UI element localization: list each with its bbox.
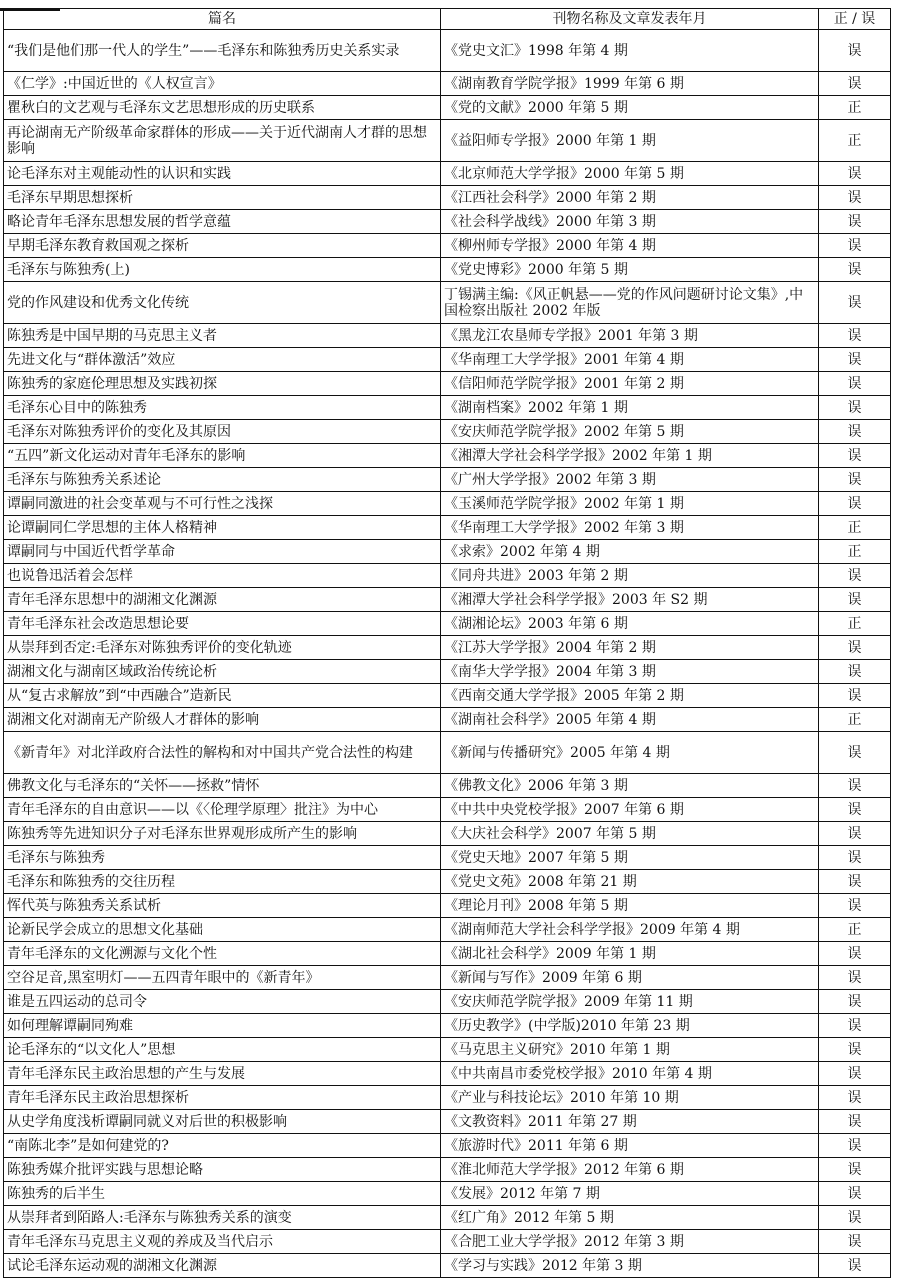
table-row bbox=[4, 708, 891, 732]
cell-title: 青年毛泽东马克思主义观的养成及当代启示 bbox=[4, 1230, 441, 1254]
cell-title: 毛泽东与陈独秀关系述论 bbox=[4, 468, 441, 492]
cell-title: 如何理解谭嗣同殉难 bbox=[4, 1014, 441, 1038]
cell-title: 青年毛泽东民主政治思想的产生与发展 bbox=[4, 1062, 441, 1086]
cell-source: 《党史文汇》1998 年第 4 期 bbox=[441, 30, 819, 72]
table-row bbox=[4, 894, 891, 918]
cell-verdict: 误 bbox=[819, 564, 891, 588]
cell-verdict: 误 bbox=[819, 1062, 891, 1086]
table-row bbox=[4, 684, 891, 708]
table-row bbox=[4, 492, 891, 516]
cell-verdict: 误 bbox=[819, 1134, 891, 1158]
table-row bbox=[4, 1062, 891, 1086]
cell-title: 党的作风建设和优秀文化传统 bbox=[4, 282, 441, 324]
cell-verdict: 误 bbox=[819, 210, 891, 234]
cell-verdict: 误 bbox=[819, 420, 891, 444]
cell-source: 《广州大学学报》2002 年第 3 期 bbox=[441, 468, 819, 492]
cell-source: 《红广角》2012 年第 5 期 bbox=[441, 1206, 819, 1230]
table-row bbox=[4, 918, 891, 942]
table-row bbox=[4, 234, 891, 258]
cell-title: “南陈北李”是如何建党的? bbox=[4, 1134, 441, 1158]
cell-title: 青年毛泽东社会改造思想论要 bbox=[4, 612, 441, 636]
cell-source: 《江苏大学学报》2004 年第 2 期 bbox=[441, 636, 819, 660]
table-row bbox=[4, 30, 891, 72]
table-body bbox=[4, 30, 891, 1278]
cell-title: 毛泽东心目中的陈独秀 bbox=[4, 396, 441, 420]
cell-title: 毛泽东与陈独秀(上) bbox=[4, 258, 441, 282]
cell-source: 《安庆师范学院学报》2009 年第 11 期 bbox=[441, 990, 819, 1014]
cell-title: 恽代英与陈独秀关系试析 bbox=[4, 894, 441, 918]
cell-source: 《党史博彩》2000 年第 5 期 bbox=[441, 258, 819, 282]
cell-verdict: 误 bbox=[819, 162, 891, 186]
cell-verdict: 正 bbox=[819, 540, 891, 564]
cell-title: 谁是五四运动的总司令 bbox=[4, 990, 441, 1014]
table-row bbox=[4, 1038, 891, 1062]
cell-source: 《华南理工大学学报》2002 年第 3 期 bbox=[441, 516, 819, 540]
cell-source: 《北京师范大学学报》2000 年第 5 期 bbox=[441, 162, 819, 186]
cell-verdict: 正 bbox=[819, 516, 891, 540]
article-table bbox=[3, 8, 891, 1278]
table-row bbox=[4, 612, 891, 636]
table-row bbox=[4, 396, 891, 420]
cell-title: 先进文化与“群体激活”效应 bbox=[4, 348, 441, 372]
table-row bbox=[4, 210, 891, 234]
cell-source: 《产业与科技论坛》2010 年第 10 期 bbox=[441, 1086, 819, 1110]
cell-source: 《湖南社会科学》2005 年第 4 期 bbox=[441, 708, 819, 732]
cell-verdict: 误 bbox=[819, 1014, 891, 1038]
table-row bbox=[4, 1254, 891, 1278]
cell-source: 《同舟共进》2003 年第 2 期 bbox=[441, 564, 819, 588]
table-row bbox=[4, 540, 891, 564]
table-row bbox=[4, 1110, 891, 1134]
cell-title: 略论青年毛泽东思想发展的哲学意蕴 bbox=[4, 210, 441, 234]
cell-source: 《湖北社会科学》2009 年第 1 期 bbox=[441, 942, 819, 966]
cell-source: 《柳州师专学报》2000 年第 4 期 bbox=[441, 234, 819, 258]
table-row bbox=[4, 588, 891, 612]
cell-source: 《理论月刊》2008 年第 5 期 bbox=[441, 894, 819, 918]
cell-verdict: 误 bbox=[819, 966, 891, 990]
table-row bbox=[4, 96, 891, 120]
cell-title: 青年毛泽东民主政治思想探析 bbox=[4, 1086, 441, 1110]
table-row bbox=[4, 162, 891, 186]
table-row bbox=[4, 1014, 891, 1038]
cell-source: 《湖南教育学院学报》1999 年第 6 期 bbox=[441, 72, 819, 96]
header-title: 篇名 bbox=[4, 9, 441, 30]
cell-source: 《求索》2002 年第 4 期 bbox=[441, 540, 819, 564]
cell-verdict: 误 bbox=[819, 942, 891, 966]
cell-verdict: 误 bbox=[819, 468, 891, 492]
cell-title: 陈独秀等先进知识分子对毛泽东世界观形成所产生的影响 bbox=[4, 822, 441, 846]
cell-source: 《南华大学学报》2004 年第 3 期 bbox=[441, 660, 819, 684]
cell-source: 《党史文苑》2008 年第 21 期 bbox=[441, 870, 819, 894]
cell-verdict: 误 bbox=[819, 822, 891, 846]
cell-verdict: 误 bbox=[819, 846, 891, 870]
cell-source: 《历史教学》(中学版)2010 年第 23 期 bbox=[441, 1014, 819, 1038]
table-row bbox=[4, 1230, 891, 1254]
cell-source: 《党史天地》2007 年第 5 期 bbox=[441, 846, 819, 870]
cell-source: 《信阳师范学院学报》2001 年第 2 期 bbox=[441, 372, 819, 396]
cell-verdict: 误 bbox=[819, 1182, 891, 1206]
table-row bbox=[4, 822, 891, 846]
cell-source: 《佛教文化》2006 年第 3 期 bbox=[441, 774, 819, 798]
cell-title: 谭嗣同与中国近代哲学革命 bbox=[4, 540, 441, 564]
cell-source: 《中共中央党校学报》2007 年第 6 期 bbox=[441, 798, 819, 822]
cell-source: 《安庆师范学院学报》2002 年第 5 期 bbox=[441, 420, 819, 444]
cell-source: 《湖湘论坛》2003 年第 6 期 bbox=[441, 612, 819, 636]
cell-source: 《江西社会科学》2000 年第 2 期 bbox=[441, 186, 819, 210]
cell-title: 毛泽东和陈独秀的交往历程 bbox=[4, 870, 441, 894]
cell-verdict: 误 bbox=[819, 372, 891, 396]
cell-title: 《仁学》:中国近世的《人权宣言》 bbox=[4, 72, 441, 96]
cell-verdict: 正 bbox=[819, 120, 891, 162]
cell-source: 《旅游时代》2011 年第 6 期 bbox=[441, 1134, 819, 1158]
cell-source: 《益阳师专学报》2000 年第 1 期 bbox=[441, 120, 819, 162]
cell-verdict: 误 bbox=[819, 660, 891, 684]
cell-title: 毛泽东与陈独秀 bbox=[4, 846, 441, 870]
cell-verdict: 误 bbox=[819, 1254, 891, 1278]
cell-source: 《大庆社会科学》2007 年第 5 期 bbox=[441, 822, 819, 846]
table-row bbox=[4, 798, 891, 822]
cell-verdict: 误 bbox=[819, 444, 891, 468]
table-row bbox=[4, 636, 891, 660]
cell-verdict: 正 bbox=[819, 612, 891, 636]
table-row bbox=[4, 660, 891, 684]
cell-verdict: 误 bbox=[819, 348, 891, 372]
cell-title: “我们是他们那一代人的学生”——毛泽东和陈独秀历史关系实录 bbox=[4, 30, 441, 72]
table-row bbox=[4, 372, 891, 396]
table-row bbox=[4, 258, 891, 282]
cell-title: 论新民学会成立的思想文化基础 bbox=[4, 918, 441, 942]
table-row bbox=[4, 420, 891, 444]
cell-title: 《新青年》对北洋政府合法性的解构和对中国共产党合法性的构建 bbox=[4, 732, 441, 774]
table-row bbox=[4, 1182, 891, 1206]
cell-source: 《黑龙江农垦师专学报》2001 年第 3 期 bbox=[441, 324, 819, 348]
header-verdict: 正 / 误 bbox=[819, 9, 891, 30]
table-row bbox=[4, 1158, 891, 1182]
cell-source: 《文教资料》2011 年第 27 期 bbox=[441, 1110, 819, 1134]
table-row bbox=[4, 870, 891, 894]
cell-title: 青年毛泽东思想中的湖湘文化渊源 bbox=[4, 588, 441, 612]
cell-verdict: 误 bbox=[819, 588, 891, 612]
cell-source: 《党的文献》2000 年第 5 期 bbox=[441, 96, 819, 120]
table-row bbox=[4, 468, 891, 492]
table-row bbox=[4, 1206, 891, 1230]
cell-verdict: 误 bbox=[819, 1230, 891, 1254]
cell-title: 论谭嗣同仁学思想的主体人格精神 bbox=[4, 516, 441, 540]
cell-title: “五四”新文化运动对青年毛泽东的影响 bbox=[4, 444, 441, 468]
cell-verdict: 误 bbox=[819, 1158, 891, 1182]
table-row bbox=[4, 516, 891, 540]
cell-verdict: 正 bbox=[819, 96, 891, 120]
cell-verdict: 误 bbox=[819, 1206, 891, 1230]
table-row bbox=[4, 1086, 891, 1110]
cell-verdict: 误 bbox=[819, 990, 891, 1014]
cell-title: 瞿秋白的文艺观与毛泽东文艺思想形成的历史联系 bbox=[4, 96, 441, 120]
cell-verdict: 误 bbox=[819, 774, 891, 798]
cell-title: 湖湘文化与湖南区域政治传统论析 bbox=[4, 660, 441, 684]
table-row bbox=[4, 282, 891, 324]
cell-verdict: 误 bbox=[819, 396, 891, 420]
cell-verdict: 误 bbox=[819, 72, 891, 96]
table-row bbox=[4, 966, 891, 990]
cell-source: 《新闻与传播研究》2005 年第 4 期 bbox=[441, 732, 819, 774]
table-row bbox=[4, 444, 891, 468]
cell-verdict: 正 bbox=[819, 708, 891, 732]
cell-verdict: 误 bbox=[819, 186, 891, 210]
cell-verdict: 误 bbox=[819, 894, 891, 918]
cell-source: 《社会科学战线》2000 年第 3 期 bbox=[441, 210, 819, 234]
table-row bbox=[4, 774, 891, 798]
cell-verdict: 误 bbox=[819, 234, 891, 258]
cell-title: 谭嗣同激进的社会变革观与不可行性之浅探 bbox=[4, 492, 441, 516]
cell-title: 从“复古求解放”到“中西融合”造新民 bbox=[4, 684, 441, 708]
cell-title: 空谷足音,黑室明灯——五四青年眼中的《新青年》 bbox=[4, 966, 441, 990]
cell-title: 论毛泽东对主观能动性的认识和实践 bbox=[4, 162, 441, 186]
cell-verdict: 误 bbox=[819, 798, 891, 822]
cell-title: 早期毛泽东教育救国观之探析 bbox=[4, 234, 441, 258]
cell-title: 毛泽东早期思想探析 bbox=[4, 186, 441, 210]
cell-source: 《合肥工业大学学报》2012 年第 3 期 bbox=[441, 1230, 819, 1254]
cell-title: 再论湖南无产阶级革命家群体的形成——关于近代湖南人才群的思想影响 bbox=[4, 120, 441, 162]
table-row bbox=[4, 186, 891, 210]
header-source: 刊物名称及文章发表年月 bbox=[441, 9, 819, 30]
table-row bbox=[4, 72, 891, 96]
cell-title: 论毛泽东的“以文化人”思想 bbox=[4, 1038, 441, 1062]
header-row bbox=[4, 9, 891, 30]
cell-source: 《淮北师范大学学报》2012 年第 6 期 bbox=[441, 1158, 819, 1182]
table-row bbox=[4, 990, 891, 1014]
table-row bbox=[4, 732, 891, 774]
cell-title: 青年毛泽东的自由意识——以《〈伦理学原理〉批注》为中心 bbox=[4, 798, 441, 822]
cell-title: 试论毛泽东运动观的湖湘文化渊源 bbox=[4, 1254, 441, 1278]
table-row bbox=[4, 324, 891, 348]
cell-source: 丁锡满主编:《风正帆悬——党的作风问题研讨论文集》,中国检察出版社 2002 年版 bbox=[441, 282, 819, 324]
cell-source: 《西南交通大学学报》2005 年第 2 期 bbox=[441, 684, 819, 708]
cell-verdict: 误 bbox=[819, 492, 891, 516]
cell-source: 《马克思主义研究》2010 年第 1 期 bbox=[441, 1038, 819, 1062]
cell-title: 从史学角度浅析谭嗣同就义对后世的积极影响 bbox=[4, 1110, 441, 1134]
cell-verdict: 误 bbox=[819, 684, 891, 708]
cell-title: 从崇拜者到陌路人:毛泽东与陈独秀关系的演变 bbox=[4, 1206, 441, 1230]
cell-source: 《华南理工大学学报》2001 年第 4 期 bbox=[441, 348, 819, 372]
table-row bbox=[4, 942, 891, 966]
cell-verdict: 误 bbox=[819, 258, 891, 282]
cell-source: 《学习与实践》2012 年第 3 期 bbox=[441, 1254, 819, 1278]
table-row bbox=[4, 120, 891, 162]
cell-verdict: 误 bbox=[819, 324, 891, 348]
cell-title: 陈独秀是中国早期的马克思主义者 bbox=[4, 324, 441, 348]
cell-verdict: 误 bbox=[819, 1110, 891, 1134]
cell-source: 《新闻与写作》2009 年第 6 期 bbox=[441, 966, 819, 990]
cell-title: 也说鲁迅活着会怎样 bbox=[4, 564, 441, 588]
cell-verdict: 误 bbox=[819, 870, 891, 894]
cell-source: 《发展》2012 年第 7 期 bbox=[441, 1182, 819, 1206]
cell-title: 毛泽东对陈独秀评价的变化及其原因 bbox=[4, 420, 441, 444]
table-row bbox=[4, 348, 891, 372]
table-row bbox=[4, 1134, 891, 1158]
table-row bbox=[4, 846, 891, 870]
cell-source: 《湘潭大学社会科学学报》2003 年 S2 期 bbox=[441, 588, 819, 612]
cell-verdict: 误 bbox=[819, 732, 891, 774]
cell-source: 《湘潭大学社会科学学报》2002 年第 1 期 bbox=[441, 444, 819, 468]
cell-title: 湖湘文化对湖南无产阶级人才群体的影响 bbox=[4, 708, 441, 732]
cell-source: 《玉溪师范学院学报》2002 年第 1 期 bbox=[441, 492, 819, 516]
cell-source: 《中共南昌市委党校学报》2010 年第 4 期 bbox=[441, 1062, 819, 1086]
cell-verdict: 误 bbox=[819, 282, 891, 324]
cell-verdict: 正 bbox=[819, 918, 891, 942]
table-row bbox=[4, 564, 891, 588]
cell-title: 陈独秀媒介批评实践与思想论略 bbox=[4, 1158, 441, 1182]
cell-title: 陈独秀的家庭伦理思想及实践初探 bbox=[4, 372, 441, 396]
cell-source: 《湖南师范大学社会科学学报》2009 年第 4 期 bbox=[441, 918, 819, 942]
cell-verdict: 误 bbox=[819, 636, 891, 660]
cell-verdict: 误 bbox=[819, 1038, 891, 1062]
cell-title: 佛教文化与毛泽东的“关怀——拯救”情怀 bbox=[4, 774, 441, 798]
cell-source: 《湖南档案》2002 年第 1 期 bbox=[441, 396, 819, 420]
cell-verdict: 误 bbox=[819, 30, 891, 72]
cell-title: 青年毛泽东的文化溯源与文化个性 bbox=[4, 942, 441, 966]
cell-title: 陈独秀的后半生 bbox=[4, 1182, 441, 1206]
cell-verdict: 误 bbox=[819, 1086, 891, 1110]
cell-title: 从崇拜到否定:毛泽东对陈独秀评价的变化轨迹 bbox=[4, 636, 441, 660]
